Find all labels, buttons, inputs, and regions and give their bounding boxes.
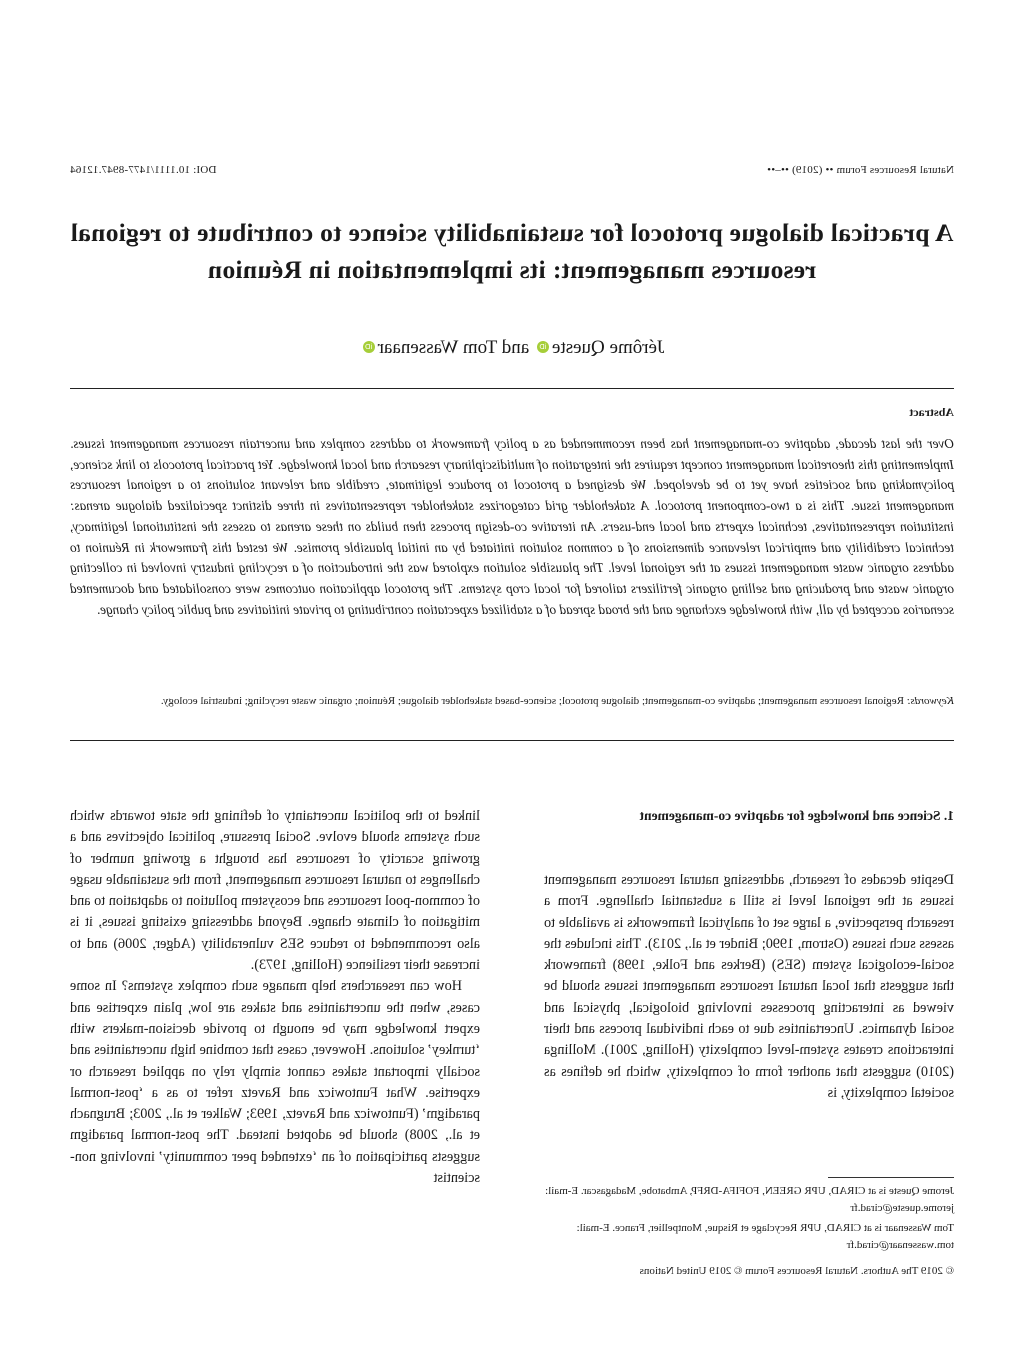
author-conjunction: and bbox=[501, 337, 530, 358]
body-column-left bbox=[544, 870, 954, 1104]
footnote-divider bbox=[828, 1177, 954, 1178]
body-paragraph: Despite decades of research, addressing natural resources management issues at the regional level is still a substantial challenge. From a research perspective, a large set of analytical frameworks is available to assess such issues (Ostrom, 1990; Binder et al., 2013). This includes the social-ecological system (SES) (Berkes and Folke, 1998) framework that suggests that local natural resources management issues should be viewed as interacting processes involving biological, physical and social dynamics. Uncertainties due to each individual process and their interactions creates system-level complexity (Holling, 2001). Mollinga (2010) suggests that another form of complexity, which he defines as societal complexity, is bbox=[544, 872, 954, 1101]
footnote: Jerome Queste is at CIRAD, UPR GREEN, FOFIFA-DRFP, Ambatobe, Madagascar. E-mail: jerome.queste@cirad.fr bbox=[545, 1185, 954, 1214]
divider bbox=[70, 388, 954, 389]
section-heading: 1. Science and knowledge for adaptive co-management bbox=[639, 808, 954, 823]
author-footnotes bbox=[544, 1183, 954, 1257]
orcid-icon[interactable]: iD bbox=[537, 341, 549, 353]
footnote: Tom Wassenaar is at CIRAD, UPR Recyclage et Risque, Montpellier, France. E-mail: tom.wassenaar@cirad.fr bbox=[576, 1222, 954, 1251]
article-title: A practical dialogue protocol for sustainability science to contribute to regional resources management: its implementation in Réunion bbox=[70, 218, 954, 284]
divider bbox=[70, 740, 954, 741]
author-name: Jérôme Queste bbox=[551, 337, 665, 358]
journal-running-header: Natural Resources Forum •• (2019) ••–•• bbox=[766, 164, 954, 176]
abstract-heading: Abstract bbox=[909, 405, 954, 419]
body-column-right bbox=[70, 806, 480, 1189]
abstract-text: Over the last decade, adaptive co-management has been recommended as a policy framework to address complex and uncertain resources management issues. Implementing this theoretical management concept requires the integration of multidisciplinary research and local knowledge. Yet practical protocols to link science, policymaking and societies have yet to be developed. We designed a protocol to produce legitimate, credible and relevant solutions to a regional resources management issue. This is a two-component protocol. A stakeholder grid categorizes stakeholder representatives in three distinct specialized dialogue arenas: institution representatives, technical experts and local end-users. An iterative co-design process then builds on these arenas to assess the institutional legitimacy, technical credibility and empirical relevance dimensions of a common solution initiated by an initial plausible promise. We tested this framework in Réunion to address organic waste management issues at the regional level. The plausible solution explored was the introduction of a recycling industry involved in collecting organic waste and producing and selling organic fertilizers tailored for local crop systems. The protocol application outcomes were consolidated and documented scenarios accepted by all, with knowledge exchange and the broad spread of a stabilized expectation contributing to private initiatives and public policy change. bbox=[70, 436, 954, 617]
keywords-list: Regional resources management; adaptive co-management; dialogue protocol; science-based stakeholder dialogue; Réunion; organic waste recycling; industrial ecology. bbox=[160, 695, 904, 707]
doi-header: DOI: 10.1111/1477-8947.12164 bbox=[70, 164, 217, 176]
author-line bbox=[70, 337, 954, 359]
author-name: Tom Wassenaar bbox=[377, 337, 498, 358]
copyright-notice: © 2019 The Authors. Natural Resources Forum © 2019 United Nations bbox=[639, 1265, 954, 1277]
body-paragraph: linked to the political uncertainty of defining the state towards which such systems should evolve. Social pressure, political objectives and a growing scarcity of resources has brought a growing number of challenges to natural resources management, from the sustainable usage of common-pool resources and ecosystem pollution to adaptation to and mitigation of climate change. Beyond addressing existing issues, it is also recommended to reduce SES vulnerability (Adger, 2006) and to increase their resilience (Holling, 1973). bbox=[70, 808, 480, 974]
keywords bbox=[70, 693, 954, 710]
keywords-label: Keywords: bbox=[906, 695, 954, 707]
orcid-icon[interactable]: iD bbox=[363, 341, 375, 353]
body-paragraph: How can researchers help manage such complex systems? In some cases, when the uncertainties and stakes are low, plain expertise and expert knowledge may be enough to provide decision-makers with ‘turnkey’ solutions. However, cases that combine high uncertainties and socially important stakes cannot simply rely on applied research or expertise. What Funtowicz and Ravetz refer to as a ‘post-normal paradigm’ (Funtowicz and Ravetz, 1993; Walker et al., 2003; Brugnach et al., 2008) should be adopted instead. The post-normal paradigm suggests participation of an ‘extended peer community’ involving non-scientist bbox=[70, 978, 480, 1187]
